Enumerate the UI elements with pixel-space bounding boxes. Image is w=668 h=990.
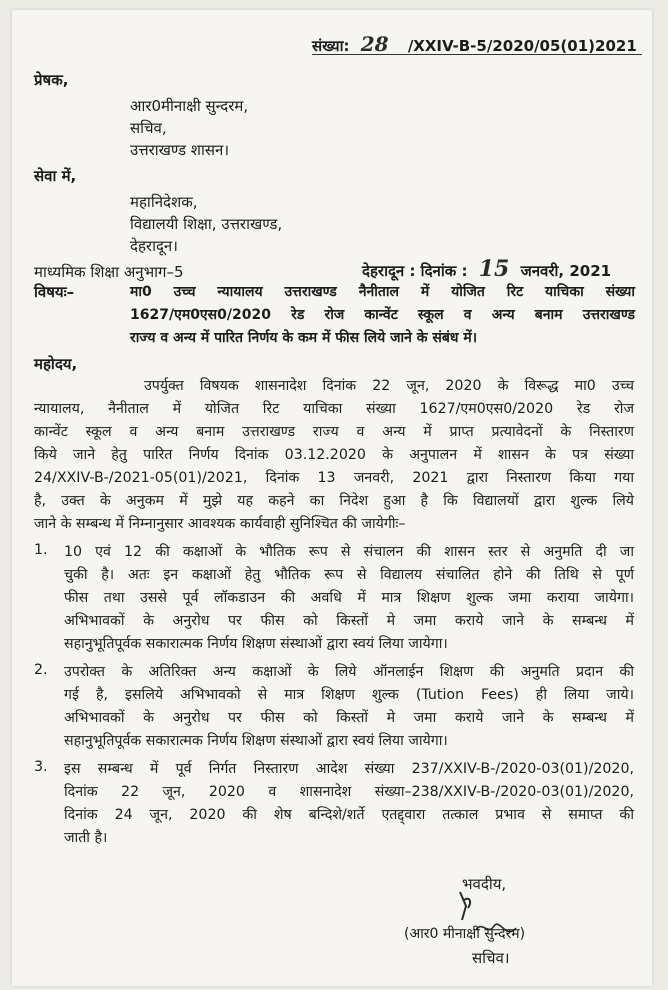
recipient-line1: महानिदेशक, xyxy=(130,193,198,211)
subject-line: 1627/एम0एस0/2020 रेड रोज कान्वेंट स्कूल व अन्य बनाम उत्तराखण्ड xyxy=(130,307,635,323)
intro-line: है, उक्त के अनुकम में मुझे यह कहने का निदेश हुआ है कि विद्यालयों द्वारा शुल्क लिये xyxy=(34,493,634,509)
recipient-line2: विद्यालयी शिक्षा, उत्तराखण्ड, xyxy=(130,215,283,233)
point-line: दिनांक 22 जून, 2020 व शासनादेश संख्या–238/XXIV-B-/2020-03(01)/2020, xyxy=(64,784,634,800)
point-line: गई है, इसलिये अभिभावको से मात्र शिक्षण शुल्क (Tution Fees) ही लिया जाये। xyxy=(64,687,634,703)
point-line: उपरोक्त के अतिरिक्त अन्य कक्षाओं के लिये ऑनलाईन शिक्षण की अनुमति प्रदान की xyxy=(64,664,634,680)
reference-underline xyxy=(312,54,642,55)
closing-designation: सचिव। xyxy=(472,949,510,967)
recipient-label: सेवा में, xyxy=(34,167,77,185)
point-line: 10 एवं 12 की कक्षाओं के भौतिक रूप से संचालन की शासन स्तर से अनुमति दी जा xyxy=(64,544,634,560)
handwritten-number: 28 xyxy=(360,32,389,56)
date-month-year: जनवरी, 2021 xyxy=(520,262,612,280)
recipient-line3: देहरादून। xyxy=(130,237,178,255)
reference-number xyxy=(312,32,637,56)
point-number: 3. xyxy=(34,759,48,775)
point-line: इस सम्बन्ध में पूर्व निर्गत निस्तारण आदेश संख्या 237/XXIV-B-/2020-03(01)/2020, xyxy=(64,761,634,777)
point-line: सहानुभूतिपूर्वक सकारात्मक निर्णय शिक्षण संस्थाओं द्वारा स्वयं लिया जायेगा। xyxy=(64,636,448,652)
point-number: 1. xyxy=(34,542,48,558)
subject-label: विषयः– xyxy=(34,283,75,301)
closing-name: (आर0 मीनाक्षी सुन्दरम) xyxy=(404,926,526,942)
intro-line: जाने के सम्बन्ध में निम्नानुसार आवश्यक कार्यवाही सुनिश्चित की जायेगीः– xyxy=(34,516,406,532)
section-name: माध्यमिक शिक्षा अनुभाग–5 xyxy=(34,263,184,281)
sender-designation: सचिव, xyxy=(130,119,167,137)
closing-yours: भवदीय, xyxy=(462,875,507,893)
intro-line: कान्वेंट स्कूल व अन्य बनाम उत्तराखण्ड राज्य व अन्य में प्राप्त प्रत्यावेदनों के निस्तारण xyxy=(34,424,634,440)
subject-line: मा0 उच्च न्यायालय उत्तराखण्ड नैनीताल में योजित रिट याचिका संख्या xyxy=(130,284,635,300)
intro-line: 24/XXIV-B-/2021-05(01)/2021, दिनांक 13 जनवरी, 2021 द्वारा निस्तारण किया गया xyxy=(34,470,634,486)
sender-label: प्रेषक, xyxy=(34,71,69,89)
handwritten-day: 15 xyxy=(478,256,510,282)
letter-date xyxy=(362,256,611,282)
point-line: दिनांक 24 जून, 2020 की शेष बन्दिशे/शर्ते एतद्द्वारा तत्काल प्रभाव से समाप्त की xyxy=(64,807,634,823)
salutation: महोदय, xyxy=(34,355,78,373)
date-label: देहरादून : दिनांक : xyxy=(362,262,468,280)
point-line: फीस तथा उससे पूर्व लॉकडाउन की अवधि में मात्र शिक्षण शुल्क जमा कराया जायेगा। xyxy=(64,590,634,606)
point-number: 2. xyxy=(34,662,48,678)
subject-line: राज्य व अन्य में पारित निर्णय के कम में फीस लिये जाने के संबंध में। xyxy=(130,330,478,346)
number-suffix: /XXIV-B-5/2020/05(01)2021 xyxy=(407,37,637,55)
point-line: चुकी है। अतः इन कक्षाओं हेतु भौतिक रूप से विद्यालय संचालित होने की तिथि से पूर्ण xyxy=(64,567,634,583)
point-line: सहानुभूतिपूर्वक सकारात्मक निर्णय शिक्षण संस्थाओं द्वारा स्वयं लिया जायेगा। xyxy=(64,733,448,749)
sender-org: उत्तराखण्ड शासन। xyxy=(130,141,230,159)
number-label: संख्या: xyxy=(312,37,350,55)
sender-name: आर0मीनाक्षी सुन्दरम, xyxy=(130,97,249,115)
intro-line: किये जाने हेतु पारित निर्णय दिनांक 03.12.2020 के अनुपालन में शासन के पत्र संख्या xyxy=(34,447,634,463)
intro-line: न्यायालय, नैनीताल में योजित रिट याचिका संख्या 1627/एम0एस0/2020 रेड रोज xyxy=(34,401,634,417)
point-line: अभिभावकों के अनुरोध पर फीस को किस्तों मे जमा कराये जाने के सम्बन्ध में xyxy=(64,613,634,629)
point-line: अभिभावकों के अनुरोध पर फीस को किस्तों मे जमा कराये जाने के सम्बन्ध में xyxy=(64,710,634,726)
point-line: जाती है। xyxy=(64,830,108,846)
intro-line: उपर्युक्त विषयक शासनादेश दिनांक 22 जून, 2020 के विरूद्ध मा0 उच्च xyxy=(144,378,634,394)
letter-page xyxy=(12,10,652,986)
